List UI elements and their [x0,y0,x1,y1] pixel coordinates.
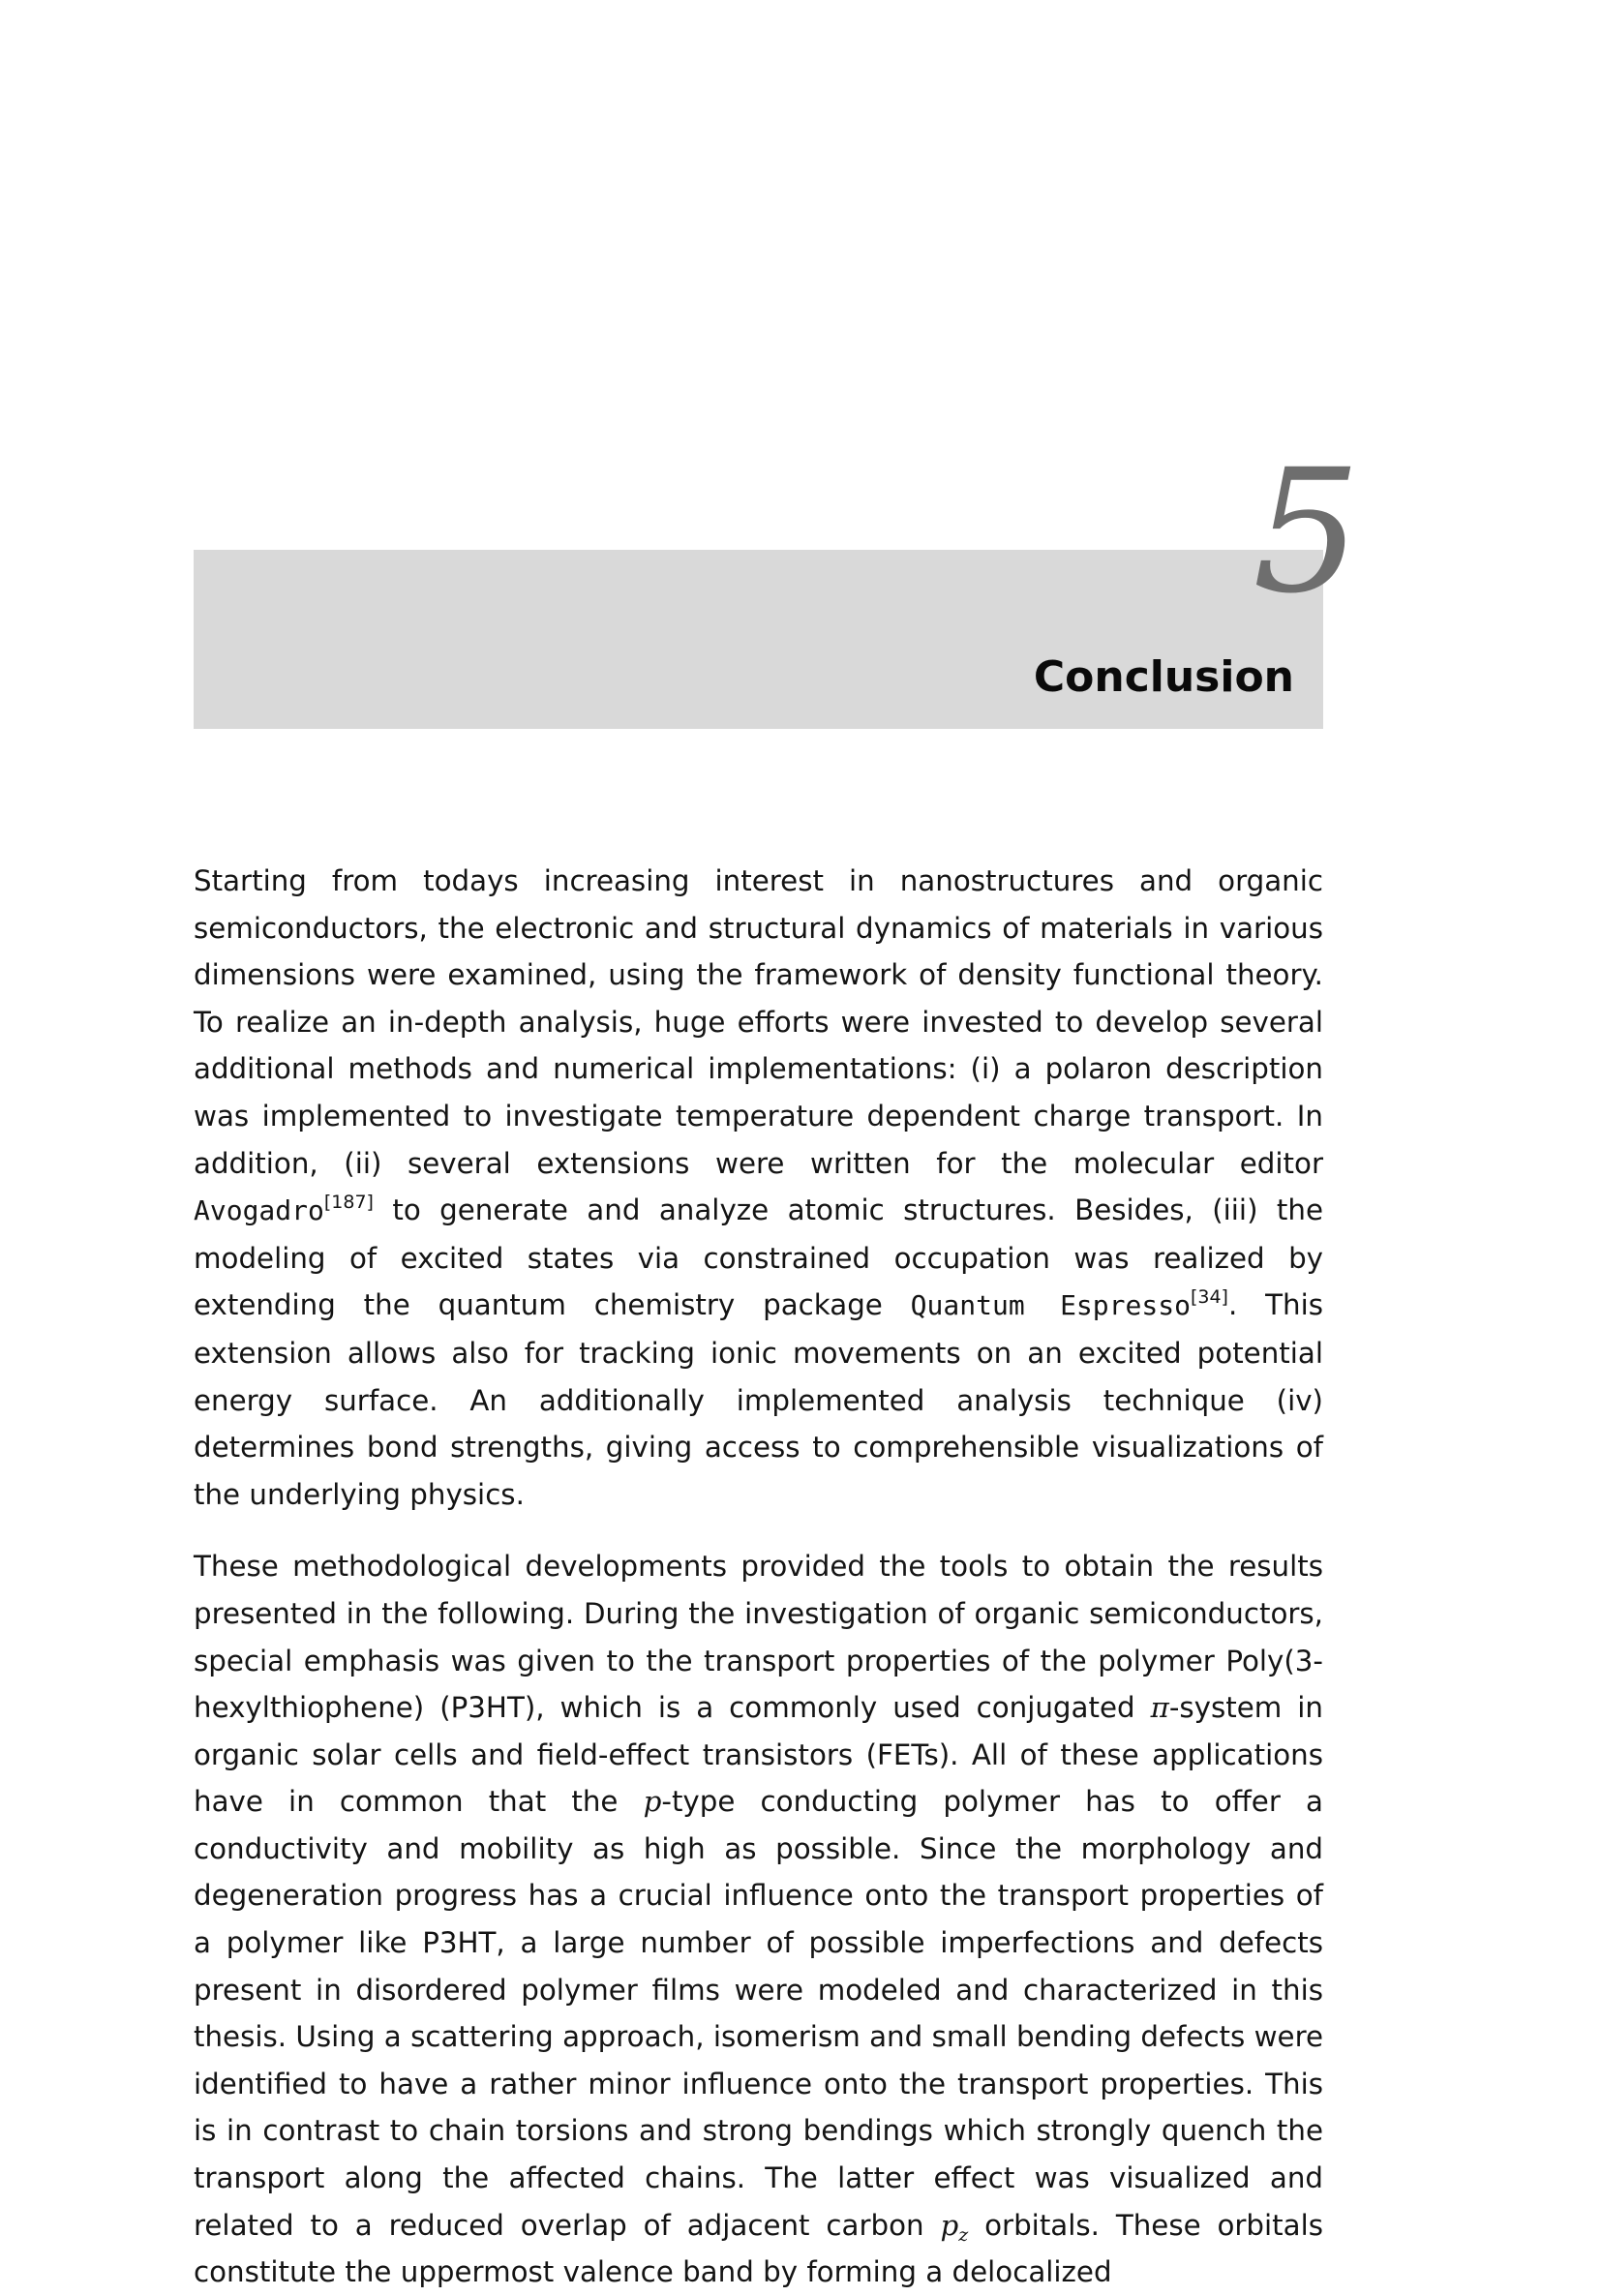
pi-symbol: π [1150,1691,1169,1725]
citation-187: [187] [323,1192,374,1214]
citation-34: [34] [1190,1286,1228,1309]
pz-subscript: z [958,2223,969,2246]
p-symbol: p [643,1785,662,1819]
p1-text-3: . This extension allows also for tracking ionic movements on an excited potential energy surface. An additionally implemented analysis technique (iv) determines bond strengths, giving access to comprehensible visualizations of the underlying physics. [194,1288,1323,1511]
body-text [194,858,1323,2296]
p2-text-2: -system in organic solar cells and field-effect transistors (FETs). All of these applications have in common that the [194,1691,1323,1819]
p2-text-1: These methodological developments provided the tools to obtain the results presented in the following. During the investigation of organic semiconductors, special emphasis was given to the transport properties of the polymer Poly(3-hexylthiophene) (P3HT), which is a commonly used conjugated [194,1550,1323,1725]
p2-text-4: orbitals. These orbitals constitute the uppermost valence band by forming a delocalized [194,2208,1324,2289]
chapter-number: 5 [1253,433,1361,631]
pz-symbol: p [940,2208,959,2242]
paragraph-2 [194,1543,1323,2296]
paragraph-1 [194,858,1323,1518]
chapter-banner [194,550,1323,729]
avogadro-code: Avogadro [194,1194,324,1227]
quantum-espresso-code: Quantum Espresso [910,1289,1191,1322]
p1-text-1: Starting from todays increasing interest in nanostructures and organic semiconductors, the electronic and structural dynamics of materials in various dimensions were examined, using the framework of density functional theory. To realize an in-depth analysis, huge efforts were invested to develop several additional methods and numerical implementations: (i) a polaron description was implemented to investigate temperature dependent charge transport. In addition, (ii) several extensions were written for the molecular editor [194,864,1323,1180]
p1-text-2: to generate and analyze atomic structures. Besides, (iii) the modeling of excited states via constrained occupation was realized by extending the quantum chemistry package [194,1193,1323,1322]
chapter-title: Conclusion [1033,652,1294,702]
p2-text-3: -type conducting polymer has to offer a conductivity and mobility as high as possible. Since the morphology and degeneration progress has a crucial influence onto the transport properties of a polymer like P3HT, a large number of possible imperfections and defects present in disordered polymer films were modeled and characterized in this thesis. Using a scattering approach, isomerism and small bending defects were identified to have a rather minor influence onto the transport properties. This is in contrast to chain torsions and strong bendings which strongly quench the transport along the affected chains. The latter effect was visualized and related to a reduced overlap of adjacent carbon [194,1785,1323,2242]
